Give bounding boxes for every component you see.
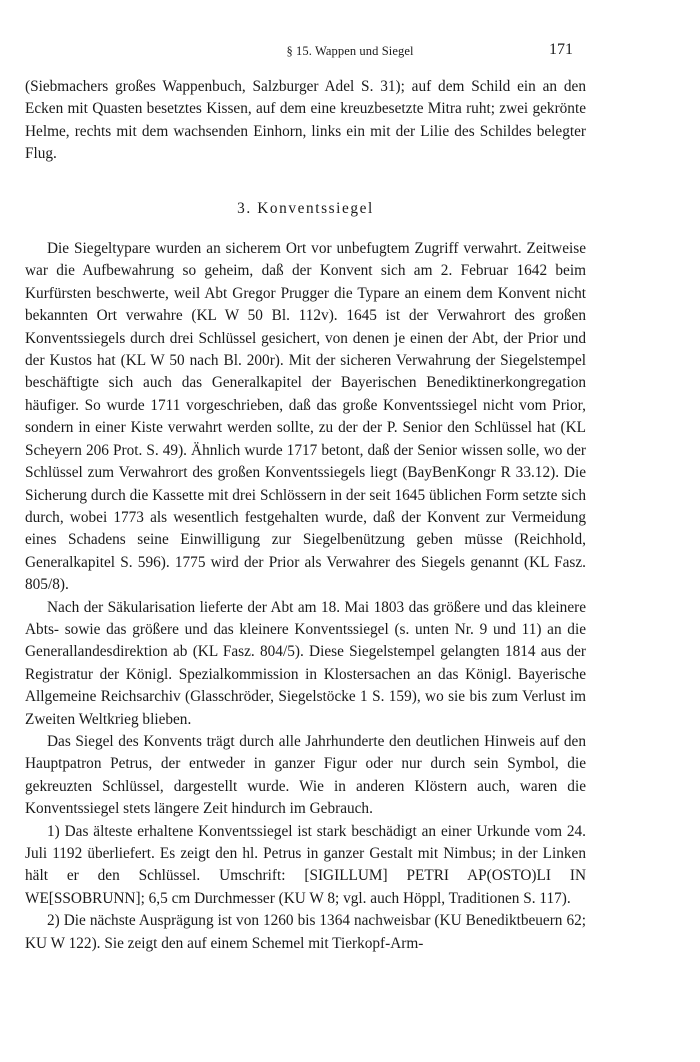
paragraph-patron: Das Siegel des Konvents trägt durch alle Jahrhunderte den deutlichen Hinweis auf den Hauptpatron Petrus, der entweder in ganzer Figur oder nur durch sein Symbol, die gekreuzten Schlüssel, dargestellt wurde. Wie in anderen Klöstern auch, waren die Konventssiegel stets längere Zeit hindurch im Gebrauch. <box>25 732 586 818</box>
body-text <box>25 76 586 955</box>
running-title: § 15. Wappen und Siegel <box>286 44 414 58</box>
paragraph-seal-1: 1) Das älteste erhaltene Konventssiegel ist stark beschädigt an einer Urkunde vom 24. Juli 1192 überliefert. Es zeigt den hl. Petrus in ganzer Gestalt mit Nimbus; in der Linken hält er den Schlüssel. Umschrift: [SIGILLUM] PETRI AP(OSTO)LI IN WE[SSOBRUNN]; 6,5 cm Durchmesser (KU W 8; vgl. auch Höppl, Traditionen S. 117). <box>25 822 586 907</box>
running-head <box>0 41 700 64</box>
section-heading: 3. Konventssiegel <box>237 199 374 217</box>
paragraph-storage: Die Siegeltypare wurden an sicherem Ort vor unbefugtem Zugriff verwahrt. Zeitweise war die Aufbewahrung so geheim, daß der Konvent sich am 2. Februar 1642 beim Kurfürsten beschwerte, weil Abt Gregor Prugger die Typare an einem dem Konvent nicht bekannten Ort verwahre (KL W 50 Bl. 112v). 1645 ist der Verwahrort des großen Konventssiegels durch drei Schlüssel gesichert, von denen je einen der Abt, der Prior und der Kustos hat (KL W 50 nach Bl. 200r). Mit der sicheren Verwahrung der Siegelstempel beschäftigte sich auch das Generalkapitel der Bayerischen Benediktinerkongregation häufiger. So wurde 1711 vorgeschrieben, daß das große Konventssiegel nicht vom Prior, sondern in einer Kiste verwahrt werden sollte, zu der der P. Senior den Schlüssel hat (KL Scheyern 206 Prot. S. 49). Ähnlich wurde 1717 betont, daß der Senior wissen solle, wo der Schlüssel zum Verwahrort des großen Konventssiegels liegt (BayBenKongr R 33.12). Die Sicherung durch die Kassette mit drei Schlössern in der seit 1645 üblichen Form setzte sich durch, wobei 1773 als wesentlich festgehalten wurde, daß der Konvent zur Vermeidung eines Schadens seine Einwilligung zur Siegelbenützung geben müsse (Reichhold, Generalkapitel S. 596). 1775 wird der Prior als Verwahrer des Siegels genannt (KL Fasz. 805/8). <box>25 240 586 594</box>
page-number: 171 <box>549 41 573 58</box>
paragraph-seal-2: 2) Die nächste Ausprägung ist von 1260 bis 1364 nachweisbar (KU Benediktbeuern 62; KU W 122). Sie zeigt den auf einem Schemel mit Tierkopf-Arm- <box>25 912 586 952</box>
paragraph-secularisation: Nach der Säkularisation lieferte der Abt am 18. Mai 1803 das größere und das kleinere Abts- sowie das größere und das kleinere Konventssiegel (s. unten Nr. 9 und 11) an die Generallandesdirektion ab (KL Fasz. 804/5). Diese Siegelstempel gelangten 1814 aus der Registratur der Königl. Spezialkommission in Klostersachen an das Königl. Bayerische Allgemeine Reichsarchiv (Glasschröder, Siegelstöcke 1 S. 159), wo sie bis zum Verlust im Zweiten Weltkrieg blieben. <box>25 598 586 728</box>
intro-paragraph: (Siebmachers großes Wappenbuch, Salzburger Adel S. 31); auf dem Schild ein an den Ecken mit Quasten besetztes Kissen, auf dem eine kreuzbesetzte Mitra ruht; zwei gekrönte Helme, rechts mit dem wachsenden Einhorn, links ein mit der Lilie des Schildes belegter Flug. <box>25 78 586 163</box>
